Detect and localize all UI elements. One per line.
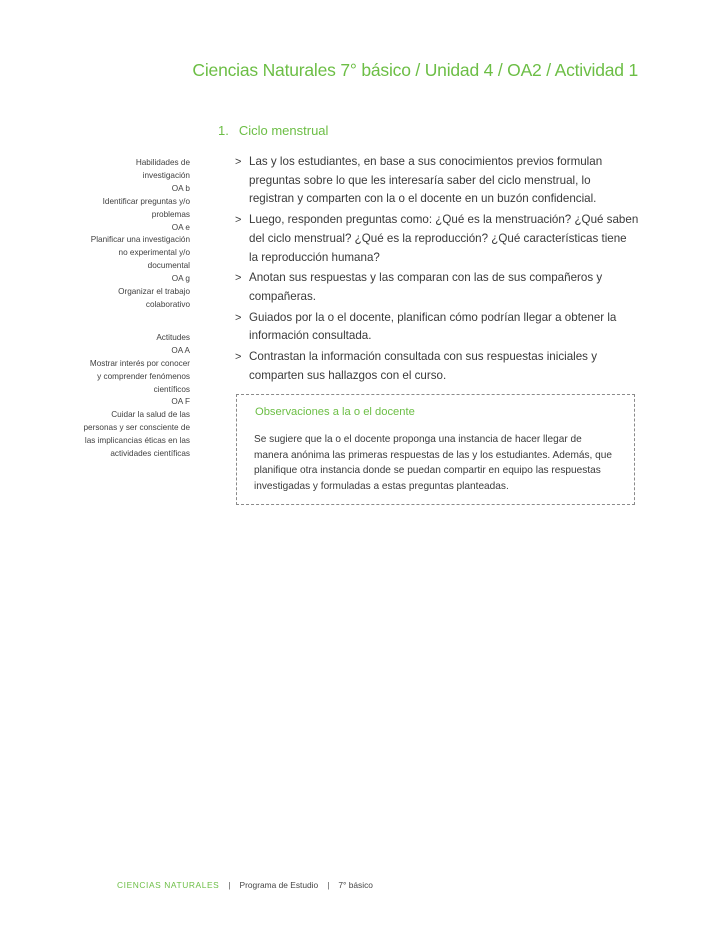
sidebar-line: no experimental y/o	[118, 248, 190, 258]
list-item	[232, 348, 642, 385]
sidebar-line: OA g	[171, 274, 190, 284]
sidebar-line: científicos	[153, 384, 190, 394]
teacher-notes-body	[254, 432, 626, 494]
footer-separator: |	[327, 880, 330, 890]
footer-program: Programa de Estudio	[239, 880, 319, 890]
chevron-right-icon: >	[235, 272, 242, 285]
sidebar-line: las implicancias éticas en las	[84, 436, 190, 446]
sidebar-objectives	[78, 157, 190, 461]
list-item-text: preguntas sobre lo que les interesaría saber del ciclo menstrual, lo	[249, 173, 591, 187]
list-item-text: Las y los estudiantes, en base a sus conocimientos previos formulan	[249, 155, 603, 168]
list-item	[232, 269, 642, 306]
sidebar-line: Cuidar la salud de las	[111, 410, 190, 420]
list-item-text: registran y comparten con la o el docente en un buzón confidencial.	[249, 192, 597, 206]
teacher-notes-line: planifique otra instancia donde se puedan compartir en equipo las respuestas	[254, 465, 601, 476]
section-heading	[218, 123, 328, 138]
footer-separator: |	[228, 880, 231, 890]
list-item-text: Guiados por la o el docente, planifican cómo podrían llegar a obtener la	[249, 310, 617, 324]
footer-grade: 7° básico	[338, 880, 373, 890]
sidebar-line: Mostrar interés por conocer	[89, 358, 190, 368]
list-item-text: comparten sus hallazgos con el curso.	[249, 368, 447, 382]
chevron-right-icon: >	[235, 156, 242, 168]
sidebar-line: Organizar el trabajo	[118, 287, 190, 297]
list-item	[232, 153, 642, 209]
sidebar-line: actividades científicas	[110, 449, 190, 459]
sidebar-line: OA e	[171, 222, 190, 232]
teacher-notes-line: investigadas y formuladas a estas preguntas planteadas.	[254, 480, 509, 492]
section-title: Ciclo menstrual	[238, 123, 329, 138]
teacher-notes-line: manera anónima las primeras respuestas de las y los estudiantes. Además, que	[254, 449, 612, 461]
sidebar-line: Actitudes	[156, 332, 190, 342]
teacher-notes-title: Observaciones a la o el docente	[255, 406, 415, 418]
sidebar-line: Habilidades de	[135, 158, 190, 167]
sidebar-line: problemas	[151, 209, 190, 219]
list-item-text: compañeras.	[249, 289, 317, 303]
chevron-right-icon: >	[235, 311, 242, 324]
list-item	[232, 211, 642, 267]
chevron-right-icon: >	[235, 351, 242, 364]
section-number: 1.	[218, 123, 229, 138]
sidebar-line: Planificar una investigación	[90, 235, 190, 245]
list-item-text: del ciclo menstrual? ¿Qué es la reproducción? ¿Qué características tiene	[249, 231, 627, 245]
sidebar-line: OA b	[171, 183, 190, 193]
teacher-notes-box	[236, 394, 635, 505]
sidebar-line: personas y ser consciente de	[83, 423, 190, 433]
page-footer	[117, 880, 373, 890]
page-title: Ciencias Naturales 7° básico / Unidad 4 / OA2 / Actividad 1	[192, 60, 638, 80]
list-item-text: la reproducción humana?	[249, 250, 380, 264]
list-item-text: información consultada.	[249, 329, 372, 343]
sidebar-spacer	[78, 312, 190, 332]
sidebar-line: OA F	[171, 397, 190, 407]
list-item-text: Contrastan la información consultada con sus respuestas iniciales y	[249, 350, 597, 364]
sidebar-line: y comprender fenómenos	[97, 371, 190, 381]
footer-subject: CIENCIAS NATURALES	[117, 880, 220, 890]
teacher-notes-line: Se sugiere que la o el docente proponga una instancia de hacer llegar de	[254, 434, 582, 445]
sidebar-line: colaborativo	[145, 299, 190, 309]
activity-list	[232, 153, 642, 387]
sidebar-line: OA A	[171, 345, 190, 355]
chevron-right-icon: >	[235, 214, 242, 227]
sidebar-line: investigación	[142, 170, 190, 180]
list-item	[232, 309, 642, 346]
list-item-text: Anotan sus respuestas y las comparan con las de sus compañeros y	[249, 271, 603, 285]
sidebar-line: documental	[147, 261, 190, 271]
list-item-text: Luego, responden preguntas como: ¿Qué es la menstruación? ¿Qué saben	[249, 213, 639, 227]
sidebar-line: Identificar preguntas y/o	[102, 196, 190, 206]
